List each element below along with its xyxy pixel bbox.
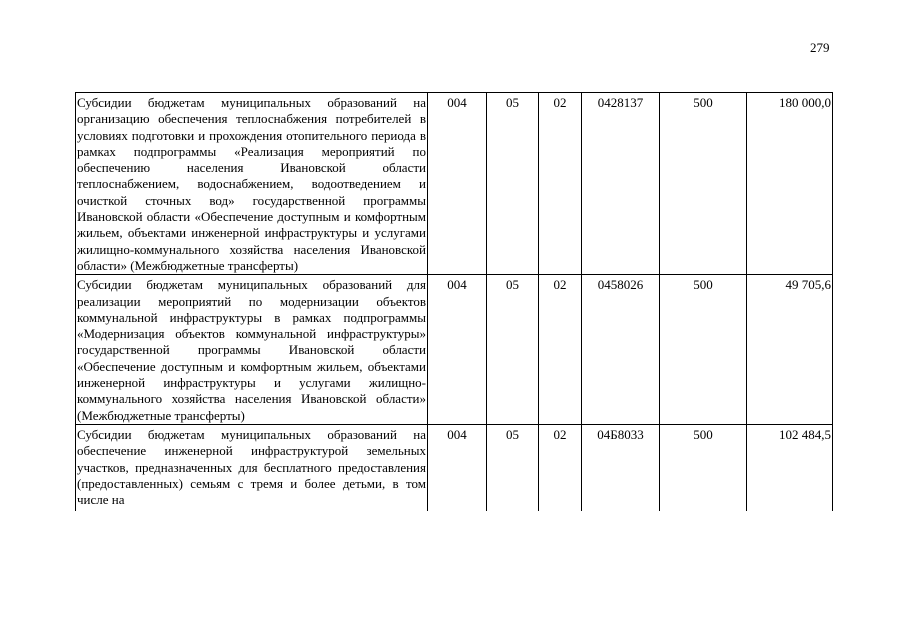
subsection-code: 02: [539, 93, 582, 275]
page-number: 279: [810, 40, 830, 55]
subsection-code: 02: [539, 424, 582, 511]
section-code: 05: [487, 93, 539, 275]
table-row: [76, 275, 833, 425]
expense-type-code: 500: [660, 424, 747, 511]
target-article-code: 0458026: [582, 275, 660, 425]
target-article-code: 04Б8033: [582, 424, 660, 511]
row-description: Субсидии бюджетам муниципальных образований для реализации мероприятий по модернизации объектов коммунальной инфраструктуры в рамках подпрограммы «Модернизация объектов коммунальной инфраструктуры» государственной программы Ивановской области «Обеспечение доступным и комфортным жильем, объектами инженерной инфраструктуры и услугами жилищно-коммунального хозяйства населения Ивановской области» (Межбюджетные трансферты): [76, 275, 428, 425]
ministry-code: 004: [428, 93, 487, 275]
row-description: Субсидии бюджетам муниципальных образований на обеспечение инженерной инфраструктурой земельных участков, предназначенных для бесплатного предоставления (предоставленных) семьям с тремя и более детьми, в том числе на: [76, 424, 428, 511]
amount: 180 000,0: [747, 93, 833, 275]
amount: 49 705,6: [747, 275, 833, 425]
ministry-code: 004: [428, 424, 487, 511]
section-code: 05: [487, 424, 539, 511]
budget-table: [75, 92, 833, 511]
amount: 102 484,5: [747, 424, 833, 511]
expense-type-code: 500: [660, 275, 747, 425]
ministry-code: 004: [428, 275, 487, 425]
expense-type-code: 500: [660, 93, 747, 275]
table-row: [76, 93, 833, 275]
table-row: [76, 424, 833, 511]
target-article-code: 0428137: [582, 93, 660, 275]
subsection-code: 02: [539, 275, 582, 425]
row-description: Субсидии бюджетам муниципальных образований на организацию обеспечения теплоснабжения потребителей в условиях подготовки и прохождения отопительного периода в рамках подпрограммы «Реализация мероприятий по обеспечению населения Ивановской области теплоснабжением, водоснабжением, водоотведением и очисткой сточных вод» государственной программы Ивановской области «Обеспечение доступным и комфортным жильем, объектами инженерной инфраструктуры и услугами жилищно-коммунального хозяйства населения Ивановской области» (Межбюджетные трансферты): [76, 93, 428, 275]
section-code: 05: [487, 275, 539, 425]
